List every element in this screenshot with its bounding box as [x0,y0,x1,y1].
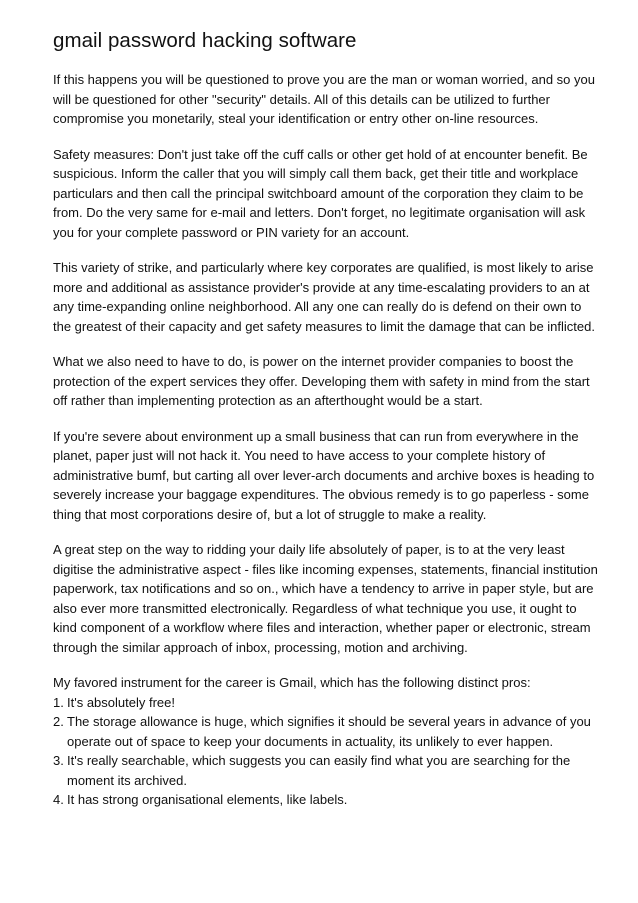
paragraph-2: Safety measures: Don't just take off the cuff calls or other get hold of at encounter benefit. Be suspicious. Inform the caller that you will simply call them back, get their title and workplace particulars and then call the principal switchboard amount of the corporation they claim to be from. Do the very same for e-mail and letters. Don't forget, no legitimate organisation will ask you for your complete password or PIN variety for an account. [53,146,588,240]
list-item-number: 3. [53,753,64,768]
document-title: gmail password hacking software [53,29,357,52]
list-item-number: 1. [53,694,64,710]
list-item-text: It has strong organisational elements, like labels. [67,792,348,807]
list-item-number: 4. [53,792,64,807]
list-item-number: 2. [53,714,64,729]
paragraph-1: If this happens you will be questioned to prove you are the man or woman worried, and so you will be questioned for other "security" details. All of this details can be utilized to further compromise you monetarily, steal your identification or entry other on-line resources. [53,72,595,126]
pros-list [53,693,598,810]
list-item [53,712,598,751]
paragraph-5: If you're severe about environment up a small business that can run from everywhere in the planet, paper just will not hack it. You need to have access to your complete history of administrative bumf, but carting all over lever-arch documents and archive boxes is heading to severely increase your baggage expenditures. The obvious remedy is to go paperless - some thing that most corporations desire of, but a lot of struggle to make a reality. [53,428,595,522]
paragraph-6: A great step on the way to ridding your daily life absolutely of paper, is to at the very least digitise the administrative aspect - files like incoming expenses, statements, financial institution paperwork, tax notifications and so on., which have a tendency to arrive in paper style, but are also ever more transmitted electronically. Regardless of what technique you use, it ought to kind component of a workflow where files and interaction, whether paper or electronic, stream through the similar approach of inbox, processing, motion and archiving. [53,542,598,655]
paragraph-4: What we also need to have to do, is power on the internet provider companies to boost the protection of the expert services they offer. Developing them with safety in mind from the start off rather than implementing protection as an afterthought would be a start. [53,354,590,408]
list-intro: My favored instrument for the career is Gmail, which has the following distinct pros: [53,675,531,690]
list-item-text: The storage allowance is huge, which signifies it should be several years in advance of you operate out of space to keep your documents in actuality, its unlikely to ever happen. [67,714,591,749]
list-item-text: It's absolutely free! [67,694,175,710]
list-item [53,751,598,790]
list-item-text: It's really searchable, which suggests you can easily find what you are searching for the moment its archived. [67,753,571,788]
list-item [53,790,598,810]
list-item [53,693,598,713]
document-page [53,28,598,810]
paragraph-3: This variety of strike, and particularly where key corporates are qualified, is most likely to arise more and additional as assistance provider's provide at any time-escalating providers to an at any time-expanding online neighborhood. All any one can really do is defend on their own to the greatest of their capacity and get safety measures to limit the damage that can be inflicted. [53,260,595,334]
